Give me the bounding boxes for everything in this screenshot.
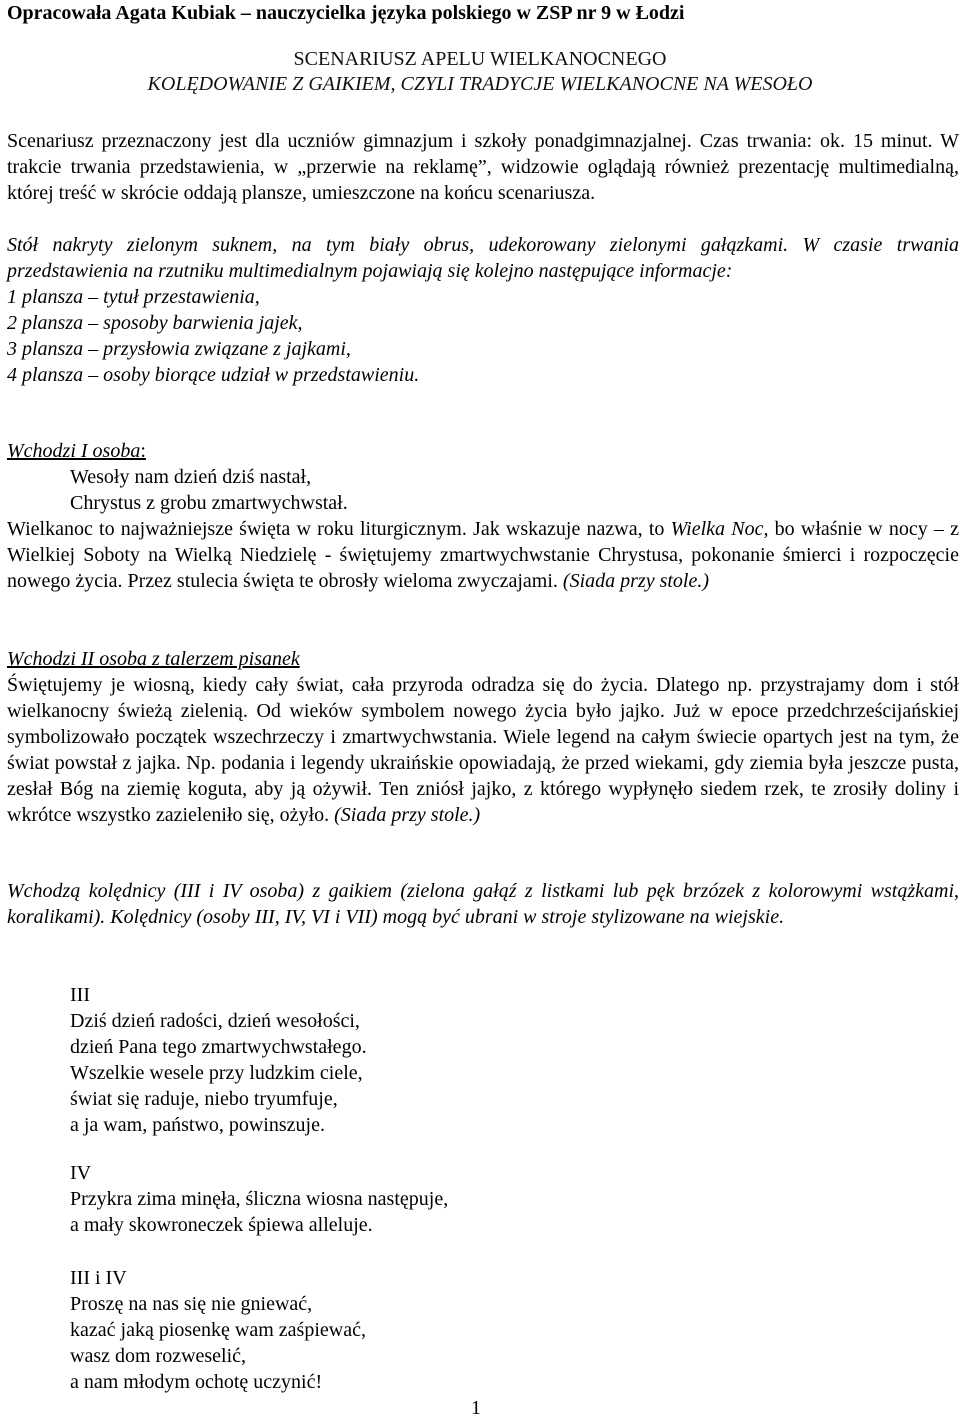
scene1-text-cont: , bo właśnie w nocy – z Wielkiej Soboty na Wielką Niedzielę - świętujemy zmartwychwstanie Chrystusa, pokonanie śmierci i rozpoczęcie nowego życia. Przez stulecia święta te obrosły wieloma zwyczajami. bbox=[7, 518, 960, 592]
song-verse-1 bbox=[70, 982, 367, 1138]
verse-line: kazać jaką piosenkę wam zaśpiewać, bbox=[70, 1319, 366, 1341]
scene2-stage-note: (Siada przy stole.) bbox=[334, 804, 481, 826]
slide-list-item: 2 plansza – sposoby barwienia jajek, bbox=[7, 312, 303, 334]
scene1-cue bbox=[7, 438, 959, 464]
scene1-stage-note: (Siada przy stole.) bbox=[562, 570, 709, 592]
song-verse-3 bbox=[70, 1265, 366, 1395]
slide-list-item: 4 plansza – osoby biorące udział w przedstawieniu. bbox=[7, 364, 420, 386]
scene2-paragraph bbox=[7, 672, 959, 828]
scene1-cue-colon: : bbox=[140, 440, 146, 462]
verse-line: a ja wam, państwo, powinszuje. bbox=[70, 1114, 325, 1136]
scene2-cue: Wchodzi II osoba z talerzem pisanek bbox=[7, 648, 300, 670]
scene2-text: Świętujemy je wiosną, kiedy cały świat, cała przyroda odradza się do życia. Dlatego np. przystrajamy dom i stół wielkanocny świeżą zielenią. Od wieków symbolem nowego życia było jajko. Już w epoce przedchrześcijańskiej symbolizowało początek wszechrzeczy i zmartwychwstania. Wiele legend na całym świecie opartych jest na tym, że świat powstał z jajka. Np. podania i legendy ukraińskie opowiadają, że przed wiekami, gdy ziemia była jeszcze pusta, zesłał Bóg na ziemię koguta, aby ją ożywił. Ten zniósł jajko, z którego wypłynęło siedem rzek, te zrosiły doliny i wkrótce wszystko zazieleniło się, ożyło. bbox=[7, 674, 959, 826]
page-number: 1 bbox=[471, 1397, 481, 1419]
scene1-cue-text: Wchodzi I osoba bbox=[7, 440, 141, 462]
speaker-label: IV bbox=[70, 1162, 92, 1184]
verse-line: Wszelkie wesele przy ludzkim ciele, bbox=[70, 1062, 363, 1084]
author-header: Opracowała Agata Kubiak – nauczycielka języka polskiego w ZSP nr 9 w Łodzi bbox=[7, 2, 685, 24]
scene1-paragraph bbox=[7, 516, 959, 594]
subtitle: KOLĘDOWANIE Z GAIKIEM, CZYLI TRADYCJE WIELKANOCNE NA WESOŁO bbox=[147, 73, 813, 95]
slide-list-item: 3 plansza – przysłowia związane z jajkami, bbox=[7, 338, 351, 360]
stage-directions-text: Stół nakryty zielonym suknem, na tym biały obrus, udekorowany zielonymi gałązkami. W czasie trwania przedstawienia na rzutniku multimedialnym pojawiają się kolejno następujące informacje: bbox=[7, 234, 959, 282]
verse-line: Chrystus z grobu zmartwychwstał. bbox=[70, 492, 348, 514]
verse-line: Dziś dzień radości, dzień wesołości, bbox=[70, 1010, 360, 1032]
scene1-italic-term: Wielka Noc bbox=[670, 518, 764, 540]
verse-line: Przykra zima minęła, śliczna wiosna następuje, bbox=[70, 1188, 449, 1210]
scene1-text: Wielkanoc to najważniejsze święta w roku liturgicznym. Jak wskazuje nazwa, to bbox=[7, 518, 671, 540]
title-block bbox=[7, 47, 953, 97]
intro-paragraph: Scenariusz przeznaczony jest dla uczniów gimnazjum i szkoły ponadgimnazjalnej. Czas trwania: ok. 15 minut. W trakcie trwania przedstawienia, w „przerwie na reklamę”, widzowie oglądają również prezentację multimedialną, której treść w skrócie oddają plansze, umieszczone na końcu scenariusza. bbox=[7, 130, 959, 204]
stage-directions-2: Wchodzą kolędnicy (III i IV osoba) z gaikiem (zielona gałąź z listkami lub pęk brzózek z kolorowymi wstążkami, koralikami). Kolędnicy (osoby III, IV, VI i VII) mogą być ubrani w stroje stylizowane na wiejskie. bbox=[7, 880, 959, 928]
verse-line: wasz dom rozweselić, bbox=[70, 1345, 247, 1367]
verse-line: świat się raduje, niebo tryumfuje, bbox=[70, 1088, 338, 1110]
verse-line: Proszę na nas się nie gniewać, bbox=[70, 1293, 313, 1315]
slide-list-item: 1 plansza – tytuł przestawienia, bbox=[7, 286, 260, 308]
scene1-verse bbox=[70, 464, 348, 516]
main-title: SCENARIUSZ APELU WIELKANOCNEGO bbox=[293, 48, 667, 70]
verse-line: Wesoły nam dzień dziś nastał, bbox=[70, 466, 312, 488]
speaker-label: III i IV bbox=[70, 1267, 127, 1289]
song-verse-2 bbox=[70, 1160, 448, 1238]
verse-line: a nam młodym ochotę uczynić! bbox=[70, 1371, 323, 1393]
verse-line: a mały skowroneczek śpiewa alleluje. bbox=[70, 1214, 373, 1236]
stage-directions bbox=[7, 232, 959, 388]
verse-line: dzień Pana tego zmartwychwstałego. bbox=[70, 1036, 367, 1058]
speaker-label: III bbox=[70, 984, 90, 1006]
